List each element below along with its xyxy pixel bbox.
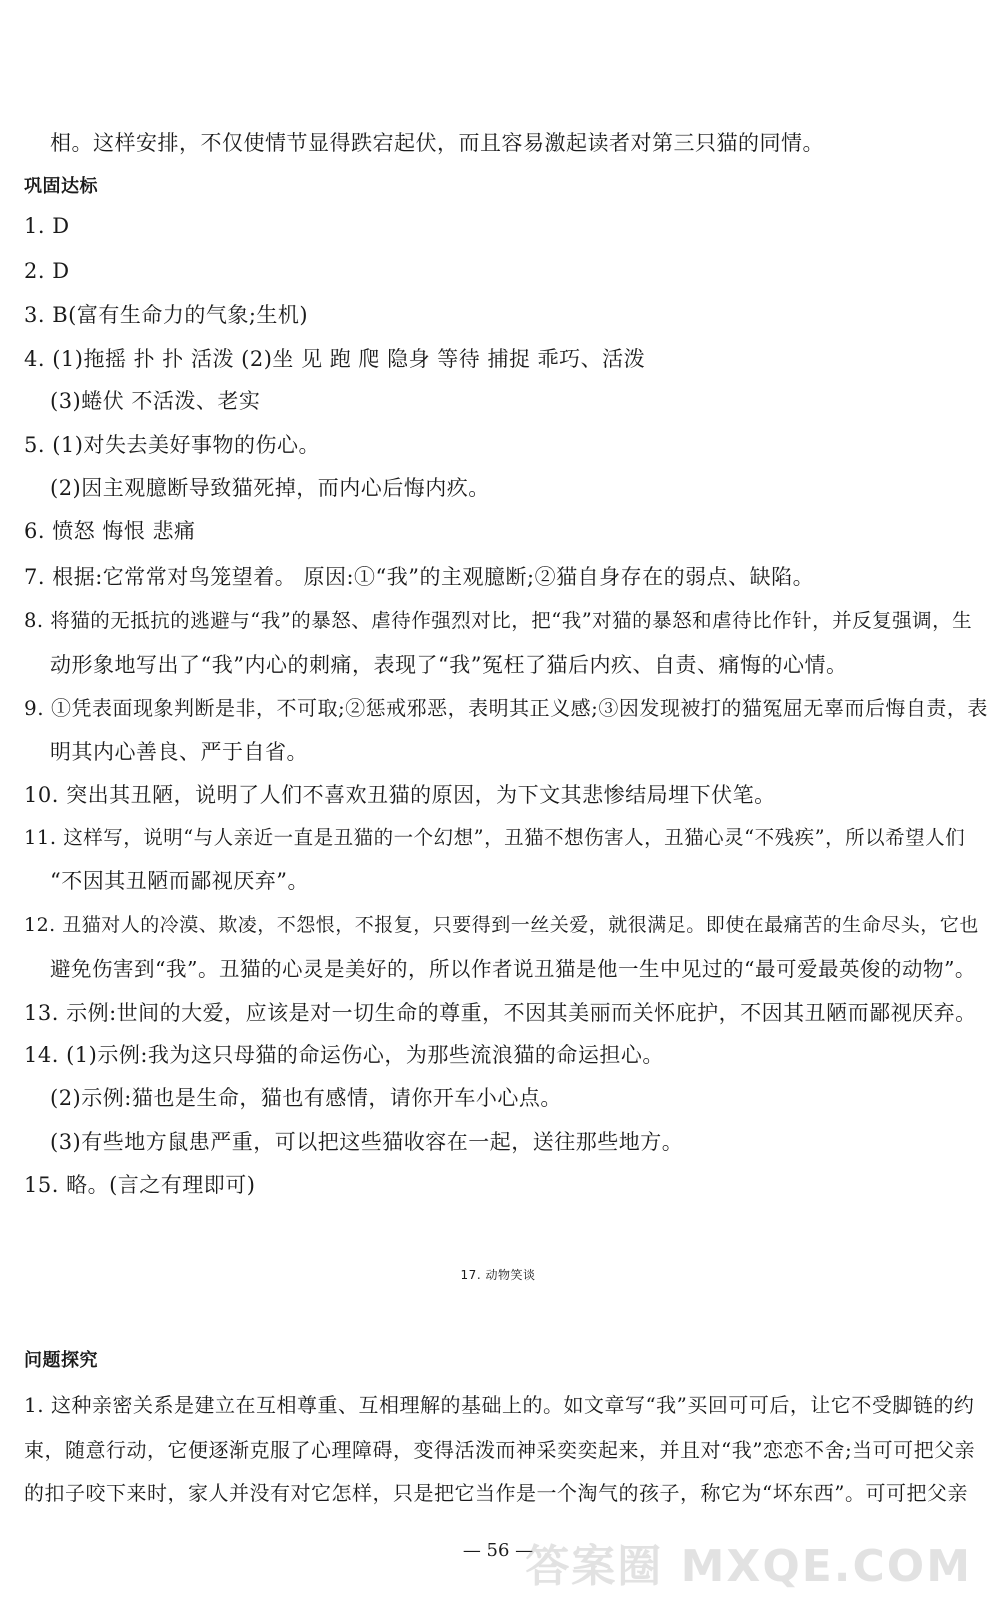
watermark-logo: 答案圈 MXQE.COM xyxy=(525,1541,972,1592)
answer-line: 4. (1)拖摇 扑 扑 活泼 (2)坐 见 跑 爬 隐身 等待 捕捉 乖巧、活泼 xyxy=(24,347,646,371)
answer-line: 动形象地写出了“我”内心的刺痛，表现了“我”冤枉了猫后内疚、自责、痛悔的心情。 xyxy=(50,653,848,677)
answer-line: 8. 将猫的无抵抗的逃避与“我”的暴怒、虐待作强烈对比，把“我”对猫的暴怒和虐待比作针，并反复强调，生 xyxy=(24,609,973,632)
intro-line: 相。这样安排，不仅使情节显得跌宕起伏，而且容易激起读者对第三只猫的同情。 xyxy=(50,131,824,155)
answer-line: “不因其丑陋而鄙视厌弃”。 xyxy=(50,869,309,893)
answer-line: 明其内心善良、严于自省。 xyxy=(50,740,308,764)
answer-line: 13. 示例:世间的大爱，应该是对一切生命的尊重，不因其美丽而关怀庇护，不因其丑陋而鄙视厌弃。 xyxy=(24,1001,977,1025)
answer-line: (3)蜷伏 不活泼、老实 xyxy=(50,389,261,413)
answer-line: 6. 愤怒 悔恨 悲痛 xyxy=(24,519,196,543)
answer-line: 5. (1)对失去美好事物的伤心。 xyxy=(24,433,320,457)
answer-line: 1. 这种亲密关系是建立在互相尊重、互相理解的基础上的。如文章写“我”买回可可后，让它不受脚链的约 xyxy=(24,1393,975,1417)
answer-line: 11. 这样写，说明“与人亲近一直是丑猫的一个幻想”，丑猫不想伤害人，丑猫心灵“不残疾”，所以希望人们 xyxy=(24,826,966,849)
answer-line: 3. B(富有生命力的气象;生机) xyxy=(24,303,309,327)
answer-line: 14. (1)示例:我为这只母猫的命运伤心，为那些流浪猫的命运担心。 xyxy=(24,1043,664,1067)
answer-line: 15. 略。(言之有理即可) xyxy=(24,1173,256,1197)
section-heading-inquiry: 问题探究 xyxy=(24,1350,98,1371)
answer-line: 7. 根据:它常常对鸟笼望着。 原因:①“我”的主观臆断;②猫自身存在的弱点、缺陷。 xyxy=(24,565,815,589)
answer-line: 2. D xyxy=(24,259,70,283)
answer-line: 10. 突出其丑陋，说明了人们不喜欢丑猫的原因，为下文其悲惨结局埋下伏笔。 xyxy=(24,783,776,807)
answer-line: 避免伤害到“我”。丑猫的心灵是美好的，所以作者说丑猫是他一生中见过的“最可爱最英俊的动物”。 xyxy=(50,957,976,981)
answer-line: 12. 丑猫对人的冷漠、欺凌，不怨恨，不报复，只要得到一丝关爱，就很满足。即使在最痛苦的生命尽头，它也 xyxy=(24,914,979,936)
answer-line: (3)有些地方鼠患严重，可以把这些猫收容在一起，送往那些地方。 xyxy=(50,1130,684,1154)
answer-line: 1. D xyxy=(24,214,70,238)
answer-line: (2)因主观臆断导致猫死掉，而内心后悔内疚。 xyxy=(50,476,490,500)
answer-line: 的扣子咬下来时，家人并没有对它怎样，只是把它当作是一个淘气的孩子，称它为“坏东西”。可可把父亲 xyxy=(24,1481,968,1505)
answer-line: 9. ①凭表面现象判断是非，不可取;②惩戒邪恶，表明其正义感;③因发现被打的猫冤屈无辜而后悔自责，表 xyxy=(24,696,988,720)
section-heading-consolidation: 巩固达标 xyxy=(24,176,98,197)
section-title: 17. 动物笑谈 xyxy=(460,1268,536,1282)
answer-line: (2)示例:猫也是生命，猫也有感情，请你开车小心点。 xyxy=(50,1086,562,1110)
page-number: — 56 — xyxy=(462,1540,534,1561)
answer-line: 束，随意行动，它便逐渐克服了心理障碍，变得活泼而神采奕奕起来，并且对“我”恋恋不舍;当可可把父亲 xyxy=(24,1438,976,1462)
